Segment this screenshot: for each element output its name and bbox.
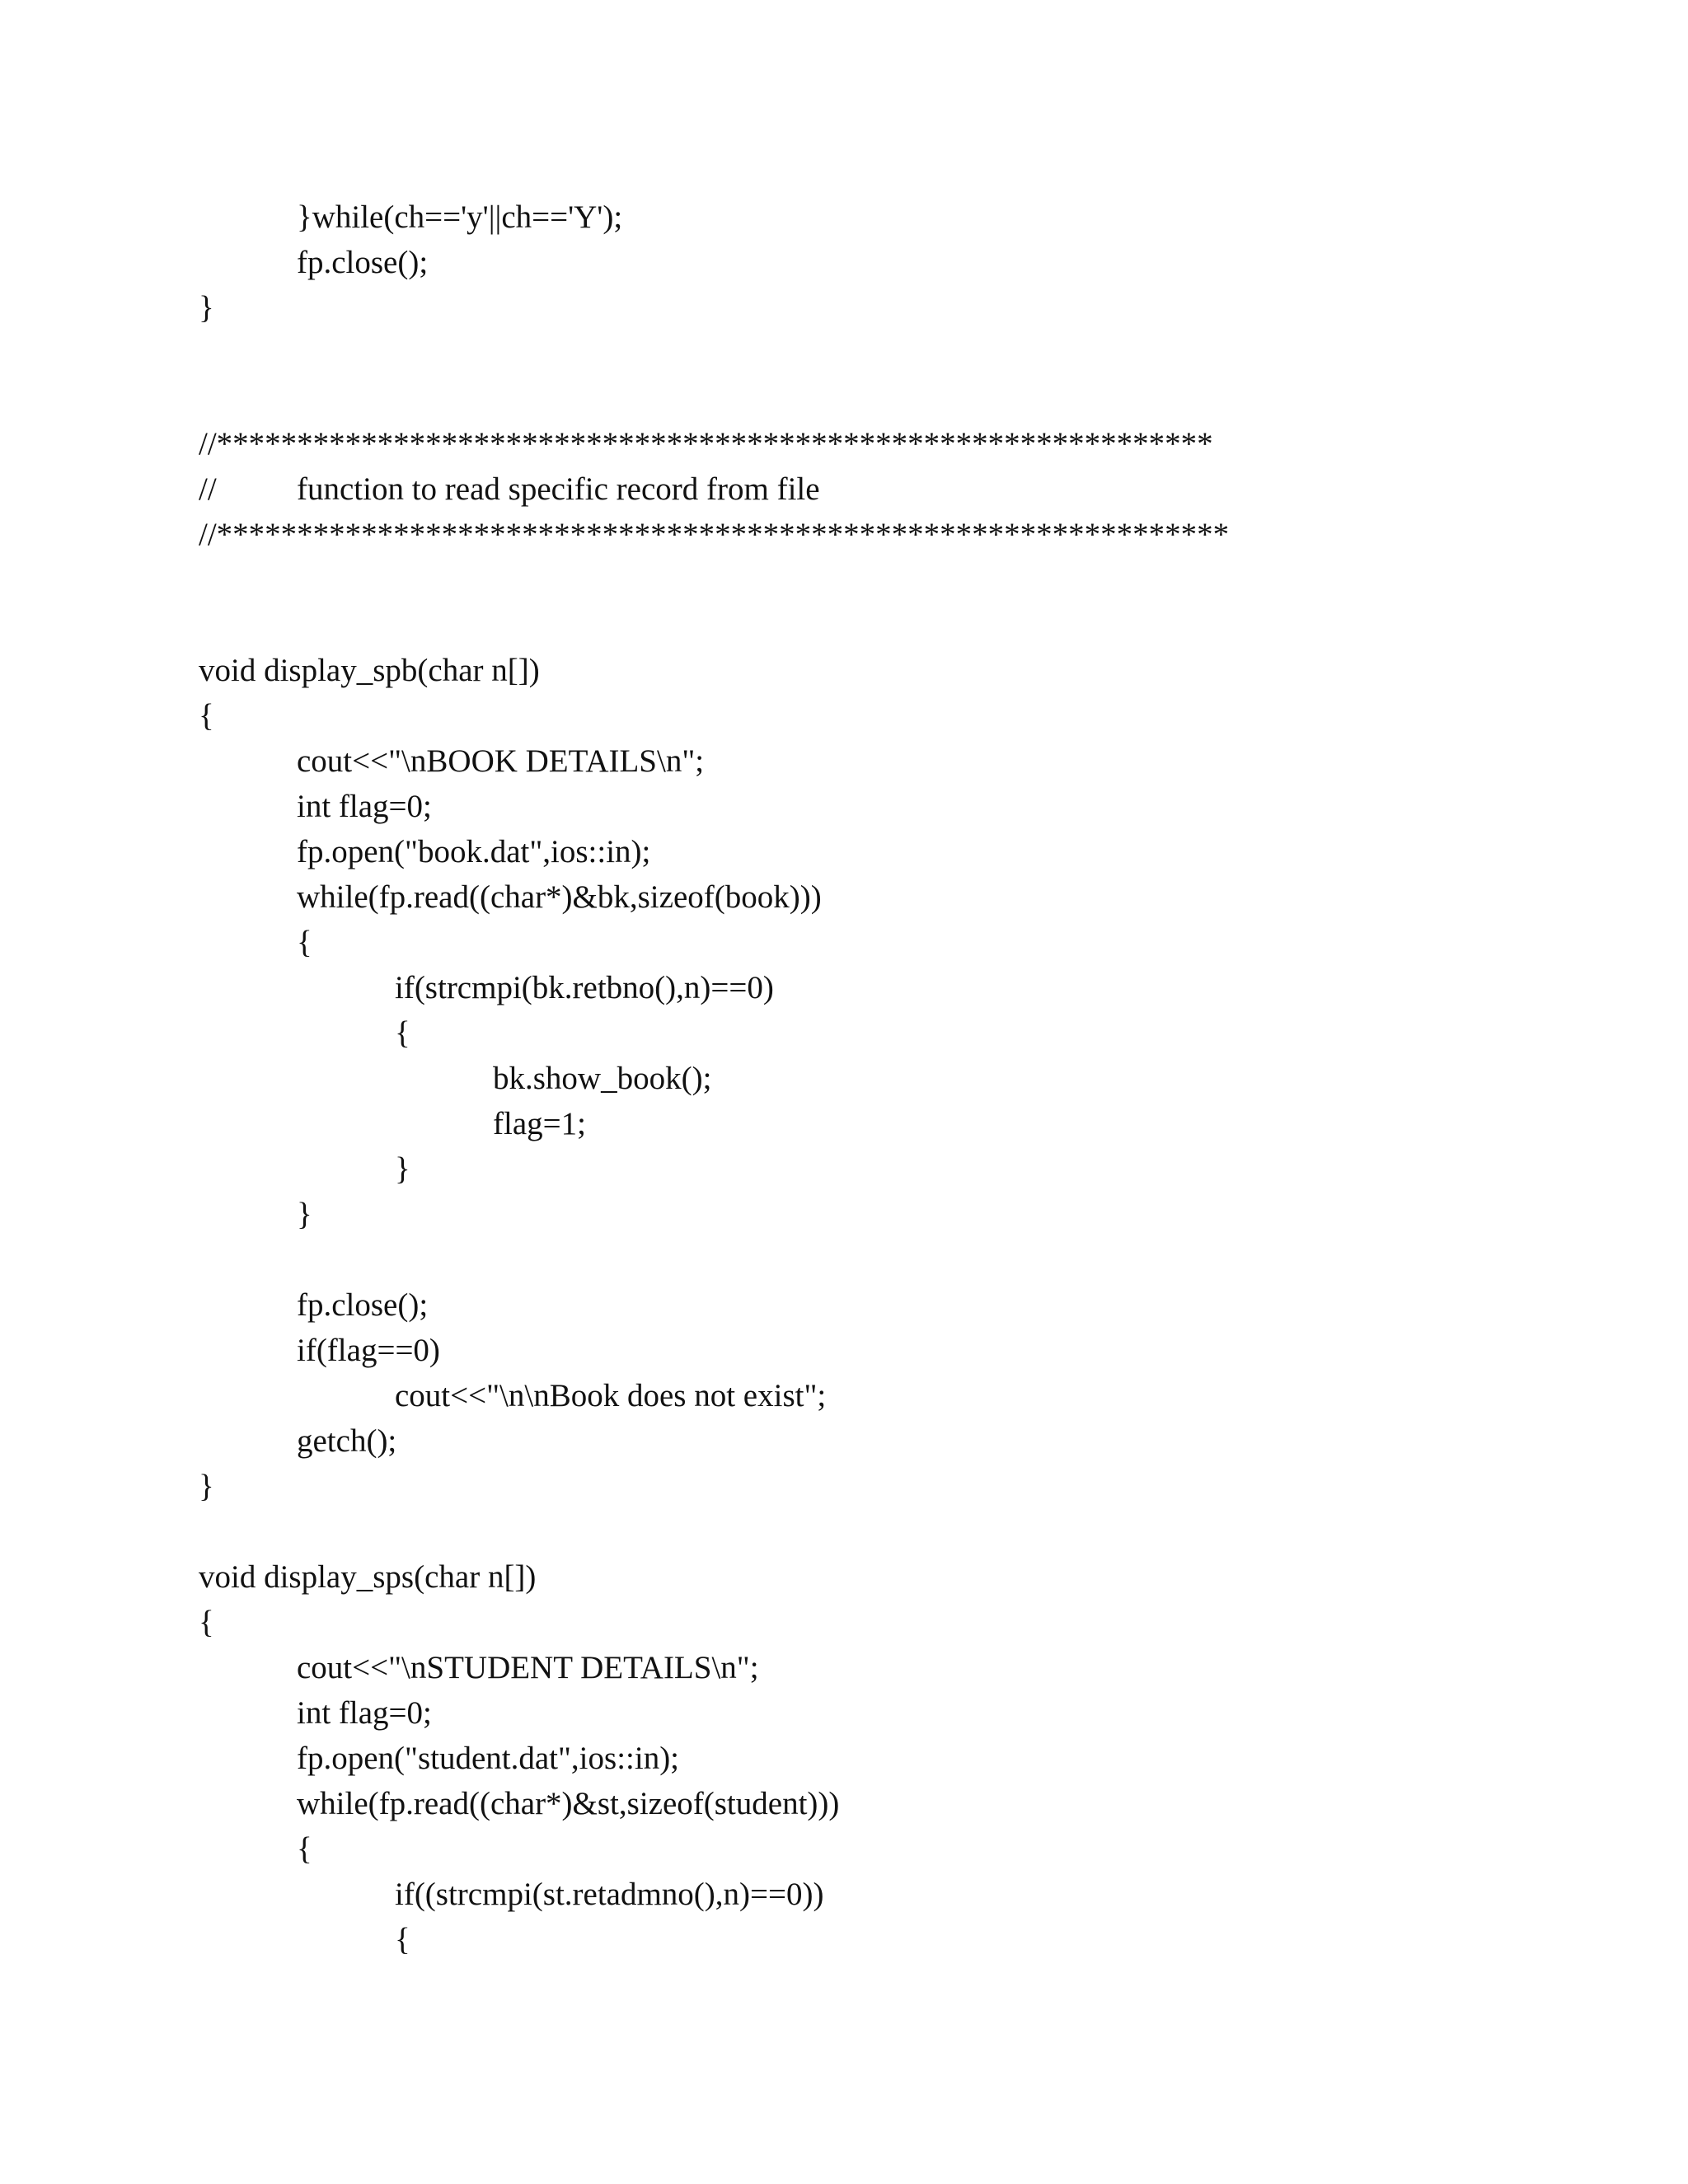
code-line: fp.close();: [297, 1287, 429, 1323]
code-line: }: [297, 1197, 312, 1232]
code-line: {: [199, 1605, 214, 1640]
code-line: if(strcmpi(bk.retbno(),n)==0): [395, 970, 774, 1005]
code-line: }: [199, 290, 214, 326]
code-line: fp.open("student.dat",ios::in);: [297, 1741, 680, 1776]
code-line: bk.show_book();: [493, 1061, 712, 1096]
code-line: }: [395, 1151, 410, 1187]
code-line: fp.open("book.dat",ios::in);: [297, 834, 651, 869]
code-listing: [199, 194, 1229, 1962]
blank-line: [199, 1509, 1229, 1554]
function-signature: void display_sps(char n[]): [199, 1559, 537, 1595]
blank-line: [199, 376, 1229, 421]
code-line: if(flag==0): [297, 1333, 440, 1368]
comment-stars-bottom: //***************************************************************: [199, 517, 1230, 552]
code-line: {: [199, 698, 214, 733]
code-line: int flag=0;: [297, 789, 432, 824]
code-line: {: [395, 1922, 410, 1957]
code-line: {: [395, 1015, 410, 1051]
code-line: }while(ch=='y'||ch=='Y');: [297, 199, 623, 235]
comment-title-line: [199, 466, 1229, 512]
code-line: fp.close();: [297, 245, 429, 280]
code-line: cout<<"\nSTUDENT DETAILS\n";: [297, 1650, 759, 1685]
code-line: while(fp.read((char*)&st,sizeof(student))): [297, 1786, 840, 1821]
code-line: cout<<"\nBOOK DETAILS\n";: [297, 743, 705, 779]
code-line: if((strcmpi(st.retadmno(),n)==0)): [395, 1877, 824, 1912]
code-line: getch();: [297, 1423, 397, 1459]
comment-slashes: //: [199, 471, 217, 507]
comment-text: function to read specific record from file: [297, 471, 820, 507]
comment-stars-top: //**************************************************************: [199, 426, 1213, 462]
blank-line: [199, 1237, 1229, 1282]
blank-line: [199, 557, 1229, 602]
code-line: int flag=0;: [297, 1695, 432, 1731]
function-signature: void display_spb(char n[]): [199, 653, 540, 688]
code-line: while(fp.read((char*)&bk,sizeof(book))): [297, 879, 822, 915]
code-line: {: [297, 925, 312, 960]
code-line: {: [297, 1831, 312, 1867]
code-line: flag=1;: [493, 1106, 586, 1141]
code-line: cout<<"\n\nBook does not exist";: [395, 1378, 827, 1413]
blank-line: [199, 330, 1229, 376]
code-line: }: [199, 1469, 214, 1504]
blank-line: [199, 602, 1229, 648]
